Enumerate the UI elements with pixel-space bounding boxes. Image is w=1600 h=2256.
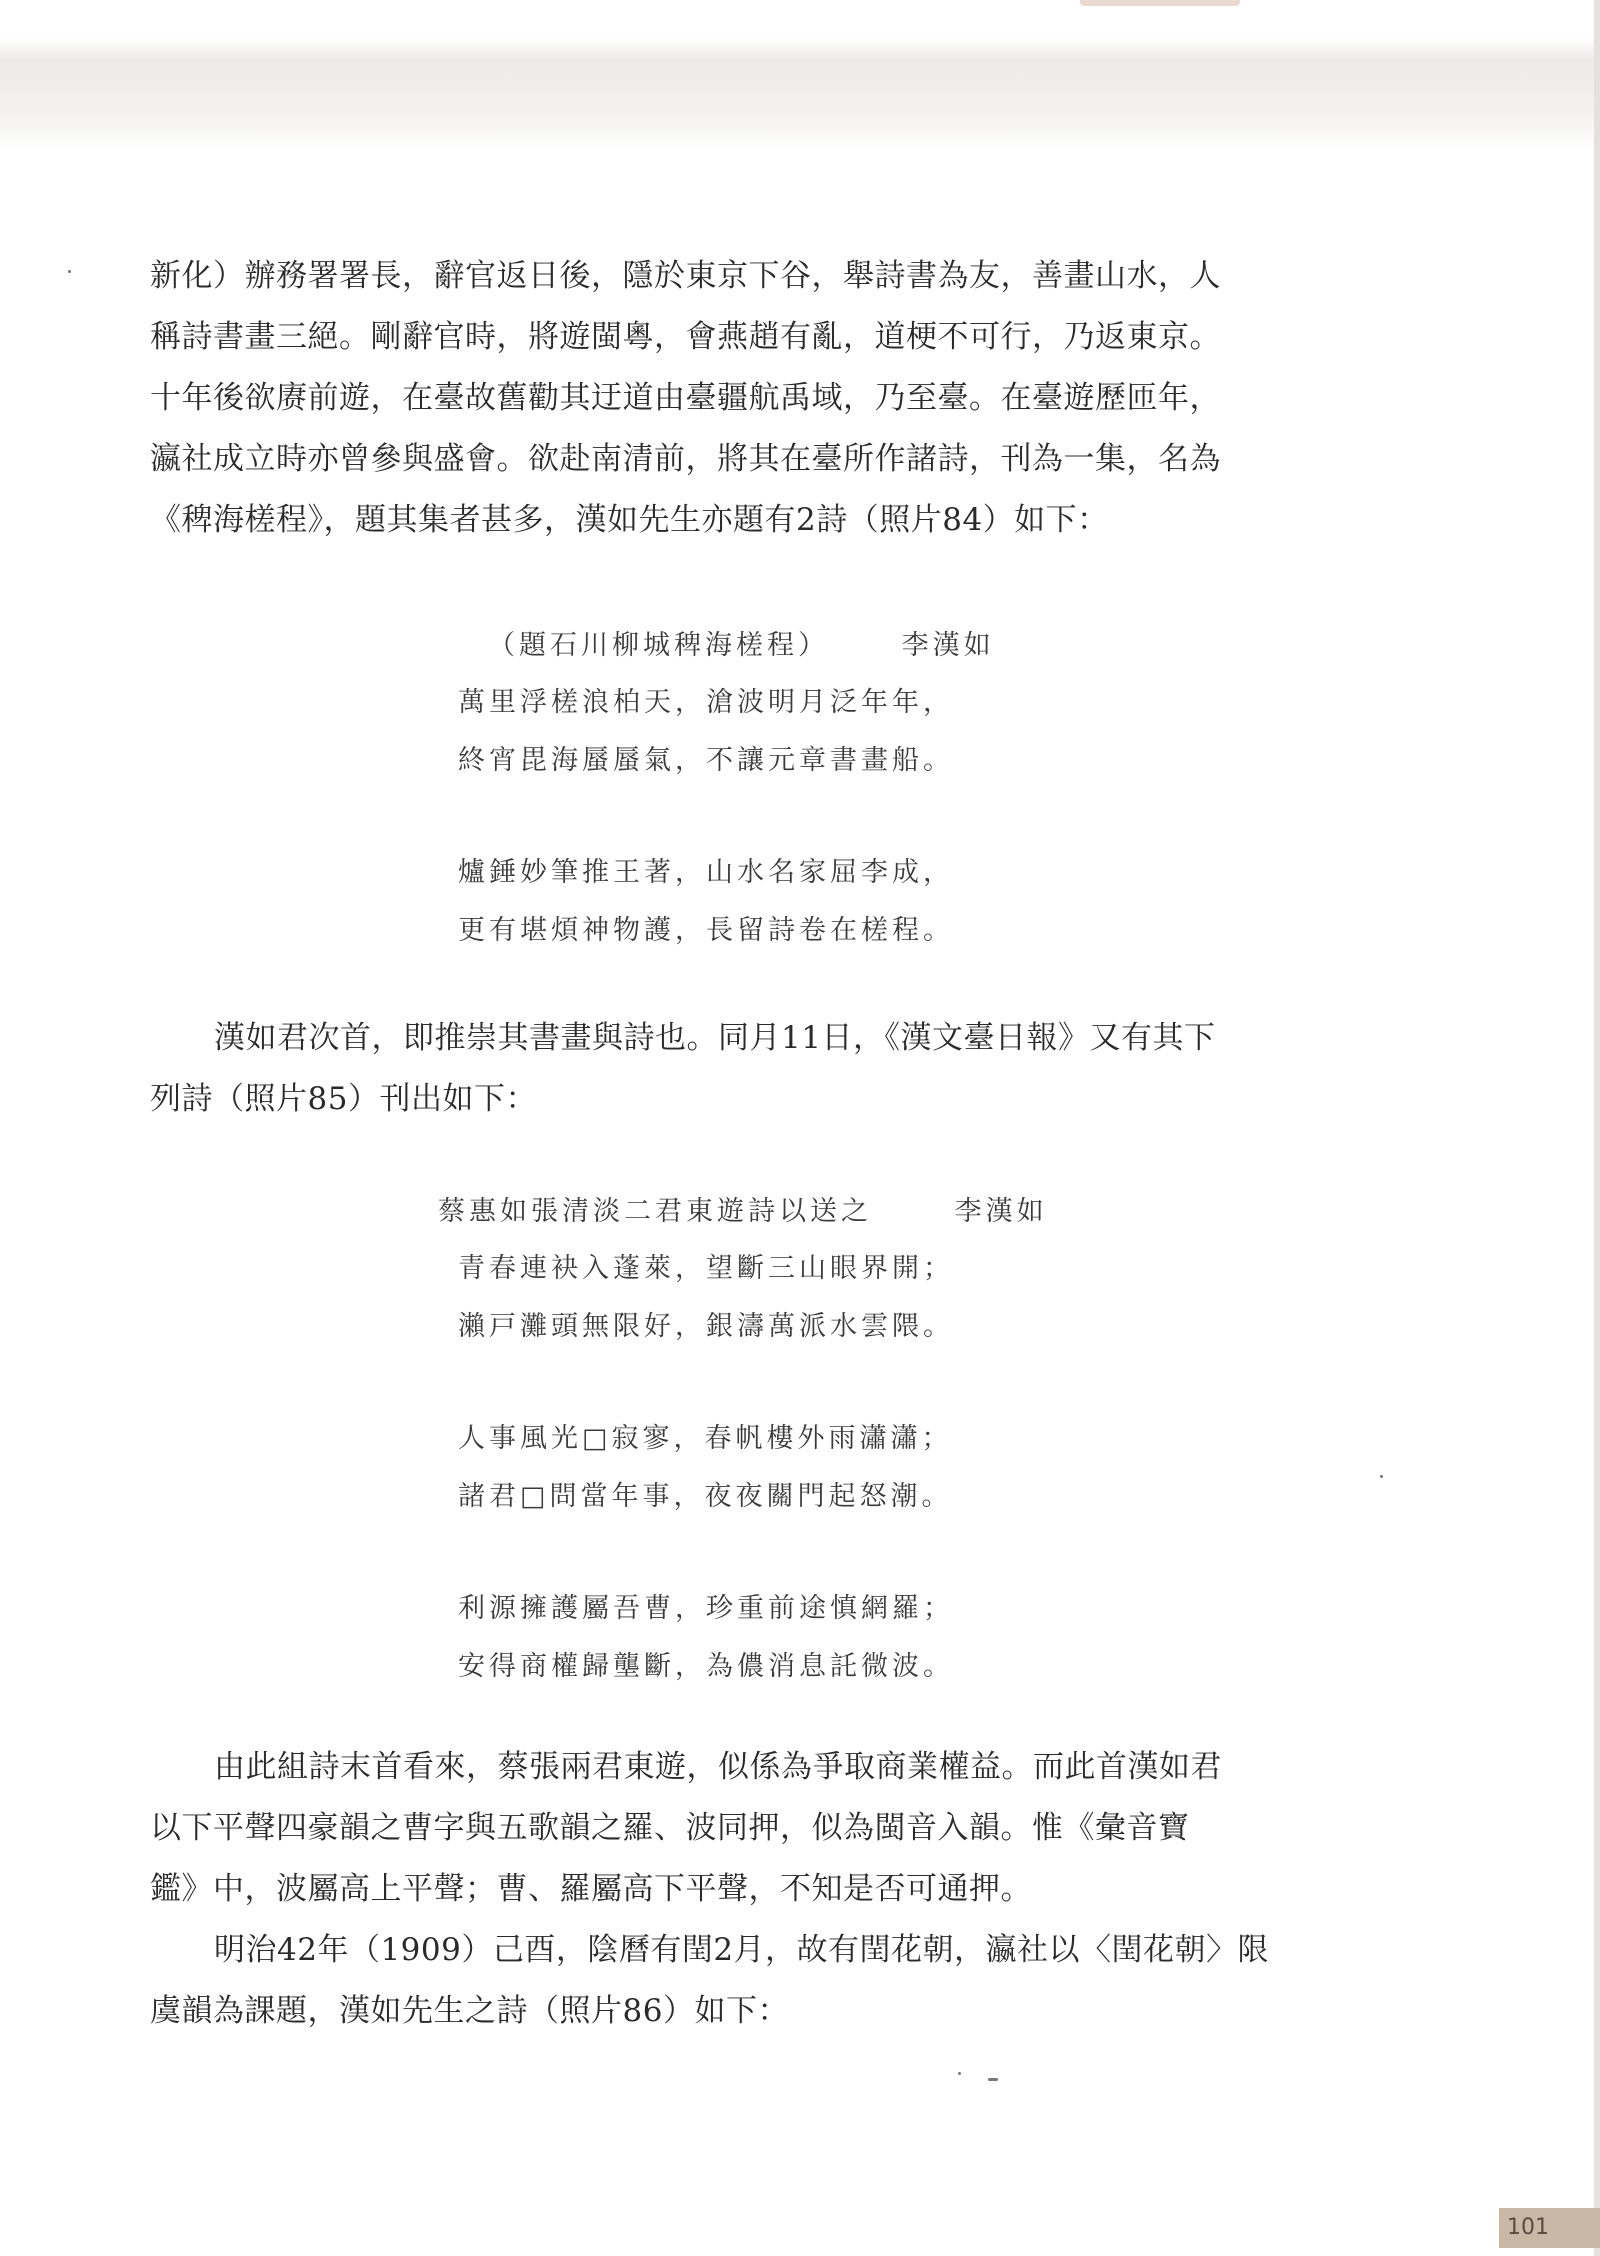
stanza-gap — [458, 790, 995, 844]
stanza-gap — [458, 1356, 1048, 1410]
scan-speck — [958, 2072, 961, 2075]
text-line: 明治42年（1909）己酉，陰曆有閏2月，故有閏花朝，瀛社以〈閏花朝〉限 — [214, 1932, 1270, 1968]
page-edge-shadow — [1594, 0, 1600, 2256]
text-line: 《稗海槎程》，題其集者甚多，漢如先生亦題有2詩（照片84）如下： — [150, 502, 1109, 538]
scan-speck — [988, 2078, 998, 2081]
poem-body — [438, 1240, 1048, 1696]
poem-line: 更有堪煩神物護，長留詩卷在槎程。 — [458, 915, 954, 946]
poem-line: 人事風光□寂寥，春帆樓外雨瀟瀟； — [458, 1423, 953, 1454]
text-line: 鑑》中，波屬高上平聲；曹、羅屬高下平聲，不知是否可通押。 — [150, 1871, 1032, 1907]
text-line: 十年後欲赓前遊，在臺故舊勸其迂道由臺疆航禹域，乃至臺。在臺遊歷匝年， — [150, 380, 1221, 416]
poem-title: 蔡惠如張清淡二君東遊詩以送之 — [438, 1196, 872, 1227]
poem-line: 終宵毘海蜃蜃氣，不讓元章書畫船。 — [458, 745, 954, 776]
poem-line: 爐錘妙筆推王著，山水名家屈李成， — [458, 857, 954, 888]
poem-author: 李漢如 — [954, 1196, 1048, 1227]
text-line: 漢如君次首，即推崇其書畫與詩也。同月11日，《漢文臺日報》又有其下 — [214, 1020, 1216, 1056]
paragraph-commentary — [150, 1008, 1342, 1130]
text-line: 由此組詩末首看來，蔡張兩君東遊，似係為爭取商業權益。而此首漢如君 — [214, 1749, 1222, 1785]
poem-author: 李漢如 — [901, 630, 995, 661]
text-line: 列詩（照片85）刊出如下： — [150, 1081, 537, 1117]
scan-speck — [68, 270, 71, 273]
text-line: 以下平聲四豪韻之曹字與五歌韻之羅、波同押，似為閩音入韻。惟《彙音寶 — [150, 1810, 1190, 1846]
text-line: 瀛社成立時亦曾參與盛會。欲赴南清前，將其在臺所作諸詩，刊為一集，名為 — [150, 441, 1221, 477]
stanza-gap — [458, 1526, 1048, 1580]
paragraph-intro — [150, 246, 1342, 551]
paragraph-next-topic — [150, 1920, 1342, 2042]
poem-heading — [488, 618, 995, 674]
text-line: 新化）辦務署署長，辭官返日後，隱於東京下谷，舉詩書為友，善畫山水，人 — [150, 258, 1221, 294]
poem-line: 萬里浮槎浪柏天，滄波明月泛年年， — [458, 687, 954, 718]
page-number: 101 — [1499, 2208, 1600, 2248]
poem-line: 瀨戸灘頭無限好，銀濤萬派水雲隈。 — [458, 1311, 954, 1342]
poem-block-2 — [438, 1184, 1048, 1696]
poem-line: 利源擁護屬吾曹，珍重前途慎網羅； — [458, 1593, 954, 1624]
poem-line: 諸君□問當年事，夜夜關門起怒潮。 — [458, 1481, 953, 1512]
text-line: 稱詩書畫三絕。剛辭官時，將遊閩粵，會燕趙有亂，道梗不可行，乃返東京。 — [150, 319, 1221, 355]
top-edge-mark — [1080, 0, 1240, 6]
poem-title: （題石川柳城稗海槎程） — [488, 630, 829, 661]
scan-speck — [1380, 1475, 1383, 1478]
poem-line: 青春連袂入蓬萊，望斷三山眼界開； — [458, 1253, 954, 1284]
poem-line: 安得商權歸壟斷，為儂消息託微波。 — [458, 1651, 954, 1682]
poem-heading — [438, 1184, 1048, 1240]
poem-block-1 — [458, 618, 995, 960]
paragraph-analysis — [150, 1737, 1342, 1920]
text-line: 虞韻為課題，漢如先生之詩（照片86）如下： — [150, 1993, 789, 2029]
